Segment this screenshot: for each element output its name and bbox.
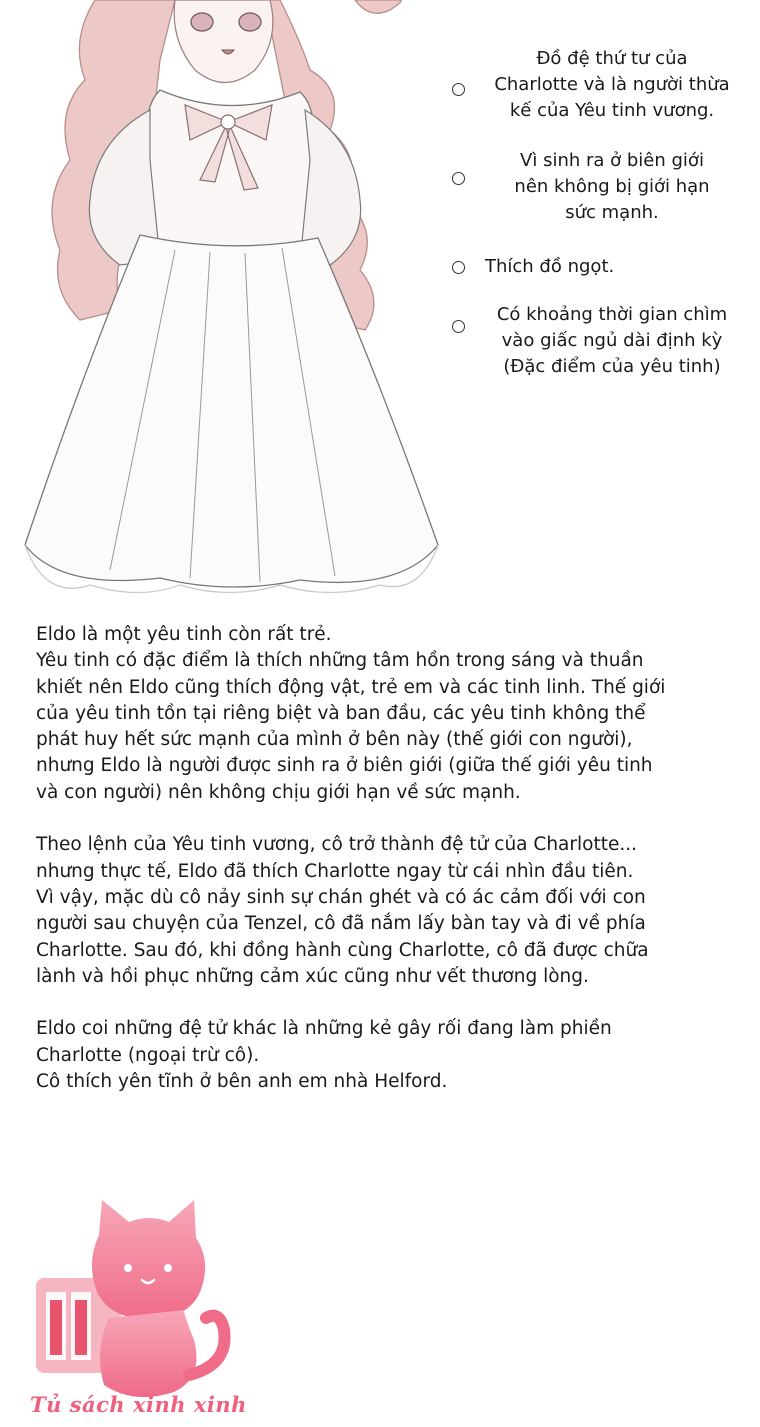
description-paragraph-2: Theo lệnh của Yêu tinh vương, cô trở thành đệ tử của Charlotte... nhưng thực tế, Eldo đã thích Charlotte ngay từ cái nhìn đầu tiên. Vì vậy, mặc dù cô nảy sinh sự chán ghét và có ác cảm đối với con người sau chuyện của Tenzel, cô đã nắm lấy bàn tay và đi về phía Charlotte. Sau đó, khi đồng hành cùng Charlotte, cô đã được chữa lành và hồi phục những cảm xúc cũng như vết thương lòng. <box>36 834 649 987</box>
face <box>174 0 273 83</box>
trait-item-4 <box>452 302 752 384</box>
character-illustration <box>0 0 450 600</box>
watermark-text: Tủ sách xinh xinh <box>30 1392 247 1417</box>
circle-bullet-icon <box>452 261 465 274</box>
trait-text: Đồ đệ thứ tư của Charlotte và là người thừa kế của Yêu tinh vương. <box>494 48 730 121</box>
cat-icon <box>92 1200 225 1397</box>
description-paragraph-3: Eldo coi những đệ tử khác là những kẻ gây rối đang làm phiền Charlotte (ngoại trừ cô). Cô thích yên tĩnh ở bên anh em nhà Helford. <box>36 1018 612 1093</box>
description-paragraph-1: Eldo là một yêu tinh còn rất trẻ. Yêu tinh có đặc điểm là thích những tâm hồn trong sáng và thuần khiết nên Eldo cũng thích động vật, trẻ em và các tinh linh. Thế giới của yêu tinh tồn tại riêng biệt và ban đầu, các yêu tinh không thể phát huy hết sức mạnh của mình ở bên này (thế giới con người), nhưng Eldo là người được sinh ra ở biên giới (giữa thế giới yêu tinh và con người) nên không chịu giới hạn về sức mạnh. <box>36 624 666 803</box>
left-eye <box>191 13 213 31</box>
trait-item-3 <box>452 254 752 284</box>
trait-text: Thích đồ ngọt. <box>485 256 615 277</box>
trait-item-1 <box>452 46 752 128</box>
trait-item-2 <box>452 148 752 230</box>
circle-bullet-icon <box>452 172 465 185</box>
circle-bullet-icon <box>452 83 465 96</box>
character-description <box>36 622 736 1122</box>
circle-bullet-icon <box>452 320 465 333</box>
trait-text: Có khoảng thời gian chìm vào giấc ngủ dài định kỳ (Đặc điểm của yêu tinh) <box>496 304 728 377</box>
trait-text: Vì sinh ra ở biên giới nên không bị giới hạn sức mạnh. <box>514 150 710 223</box>
right-eye <box>239 13 261 31</box>
